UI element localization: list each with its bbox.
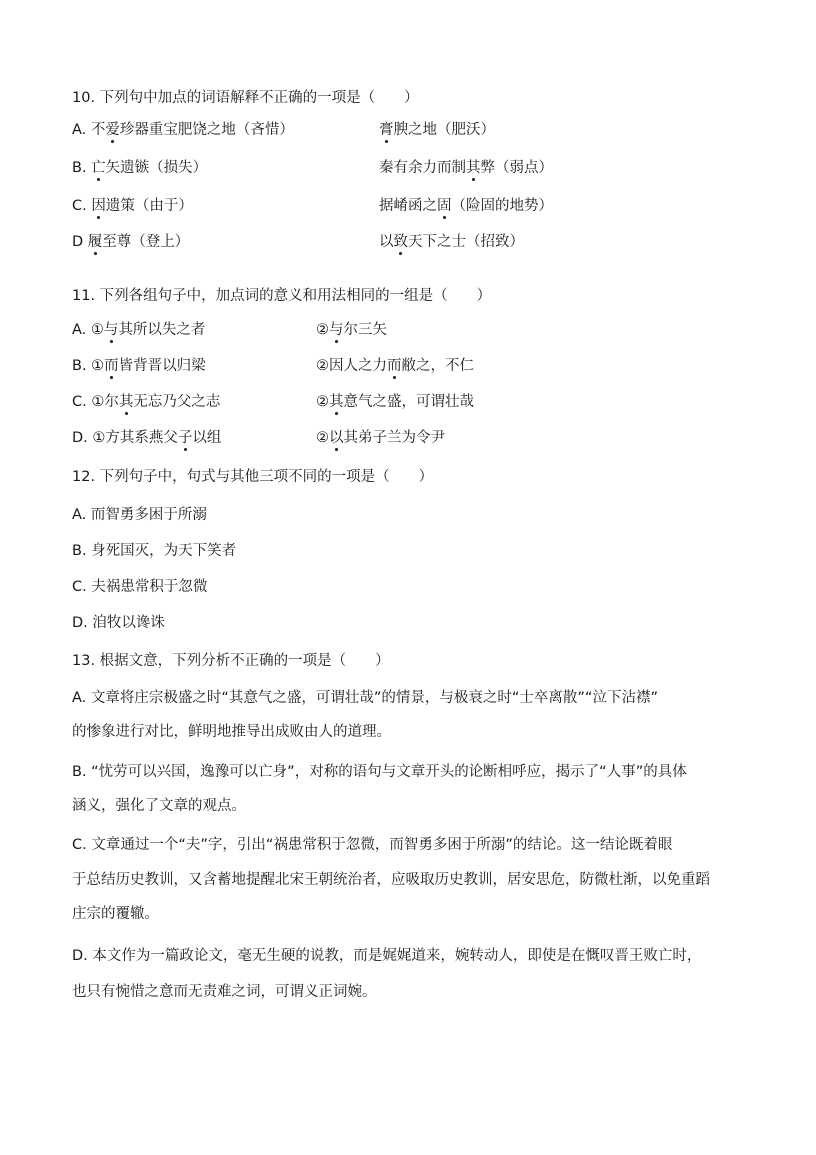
q12-option-a: A. 而智勇多困于所溺 (72, 507, 207, 523)
q12-option-d: D. 洎牧以谗诛 (72, 615, 165, 631)
q13-line-3: B. “忧劳可以兴国，逸豫可以亡身”，对称的语句与文章开头的论断相呼应，揭示了“人事”的具体 (72, 764, 687, 780)
q13-stem: 13. 根据文意，下列分析不正确的一项是（ ） (72, 653, 390, 669)
q11-stem: 11. 下列各组句子中，加点词的意义和用法相同的一组是（ ） (72, 288, 492, 304)
emphasis-dot-char: 固 (437, 198, 452, 214)
q13-line-6: 于总结历史教训，又含蓄地提醒北宋王朝统治者，应吸取历史教训，居安思危，防微杜渐，以免重蹈 (72, 872, 710, 888)
q11-option-b-left: B. ①而皆背晋以归梁 (72, 358, 206, 374)
q13-line-7: 庄宗的覆辙。 (72, 906, 159, 922)
q10-option-c-left: C. 因遗策（由于） (72, 198, 193, 214)
q10-option-a-right: 膏腴之地（肥沃） (379, 122, 495, 138)
emphasis-dot-char: 其 (329, 394, 344, 410)
emphasis-dot-char: 其 (466, 160, 481, 176)
q13-line-5: C. 文章通过一个“夫”字，引出“祸患常积于忽微，而智勇多困于所溺”的结论。这一结论既着眼 (72, 837, 673, 853)
q11-option-a-left: A. ①与其所以失之者 (72, 322, 206, 338)
q10-option-b-left: B. 亡矢遗镞（损失） (72, 160, 208, 176)
q11-option-c-left: C. ①尔其无忘乃父之志 (72, 394, 221, 410)
q12-stem: 12. 下列句子中，句式与其他三项不同的一项是（ ） (72, 469, 434, 485)
emphasis-dot-char: 致 (393, 234, 408, 250)
q11-option-d-left: D. ①方其系燕父子以组 (72, 430, 222, 446)
q13-line-8: D. 本文作为一篇政论文，毫无生硬的说教，而是娓娓道来，婉转动人，即使是在慨叹晋王败亡时， (72, 948, 702, 964)
q13-line-2: 的惨象进行对比，鲜明地推导出成败由人的道理。 (72, 724, 391, 740)
q12-option-b: B. 身死国灭，为天下笑者 (72, 543, 237, 559)
q13-line-1: A. 文章将庄宗极盛之时“其意气之盛，可谓壮哉”的情景，与极衰之时“士卒离散”“泣下沾襟” (72, 690, 658, 706)
q11-option-b-right: ②因人之力而敝之，不仁 (316, 358, 474, 374)
emphasis-dot-char: 以 (329, 430, 344, 446)
emphasis-dot-char: 爱 (105, 122, 120, 138)
q11-option-a-right: ②与尔三矢 (316, 322, 387, 338)
q10-option-d-left: D 履至尊（登上） (72, 234, 190, 250)
emphasis-dot-char: 与 (329, 322, 344, 338)
q10-option-c-right: 据崤函之固（险固的地势） (379, 198, 553, 214)
q13-line-4: 涵义，强化了文章的观点。 (72, 798, 246, 814)
q11-option-d-right: ②以其弟子兰为令尹 (316, 430, 445, 446)
emphasis-dot-char: 因 (91, 198, 106, 214)
emphasis-dot-char: 其 (118, 394, 134, 410)
emphasis-dot-char: 与 (103, 322, 119, 338)
emphasis-dot-char: 亡 (91, 160, 106, 176)
q10-option-b-right: 秦有余力而制其弊（弱点） (379, 160, 553, 176)
emphasis-dot-char: 而 (387, 358, 402, 374)
q10-option-d-right: 以致天下之士（招致） (379, 234, 524, 250)
q13-line-9: 也只有惋惜之意而无责难之词，可谓义正词婉。 (72, 984, 377, 1000)
q10-option-a-left: A. 不爱珍器重宝肥饶之地（吝惜） (72, 122, 294, 138)
q11-option-c-right: ②其意气之盛，可谓壮哉 (316, 394, 474, 410)
emphasis-dot-char: 子 (177, 430, 193, 446)
emphasis-dot-char: 而 (104, 358, 119, 374)
q12-option-c: C. 夫祸患常积于忽微 (72, 579, 208, 595)
emphasis-dot-char: 膏 (379, 122, 394, 138)
emphasis-dot-char: 履 (87, 234, 103, 250)
q10-stem: 10. 下列句中加点的词语解释不正确的一项是（ ） (72, 90, 419, 106)
